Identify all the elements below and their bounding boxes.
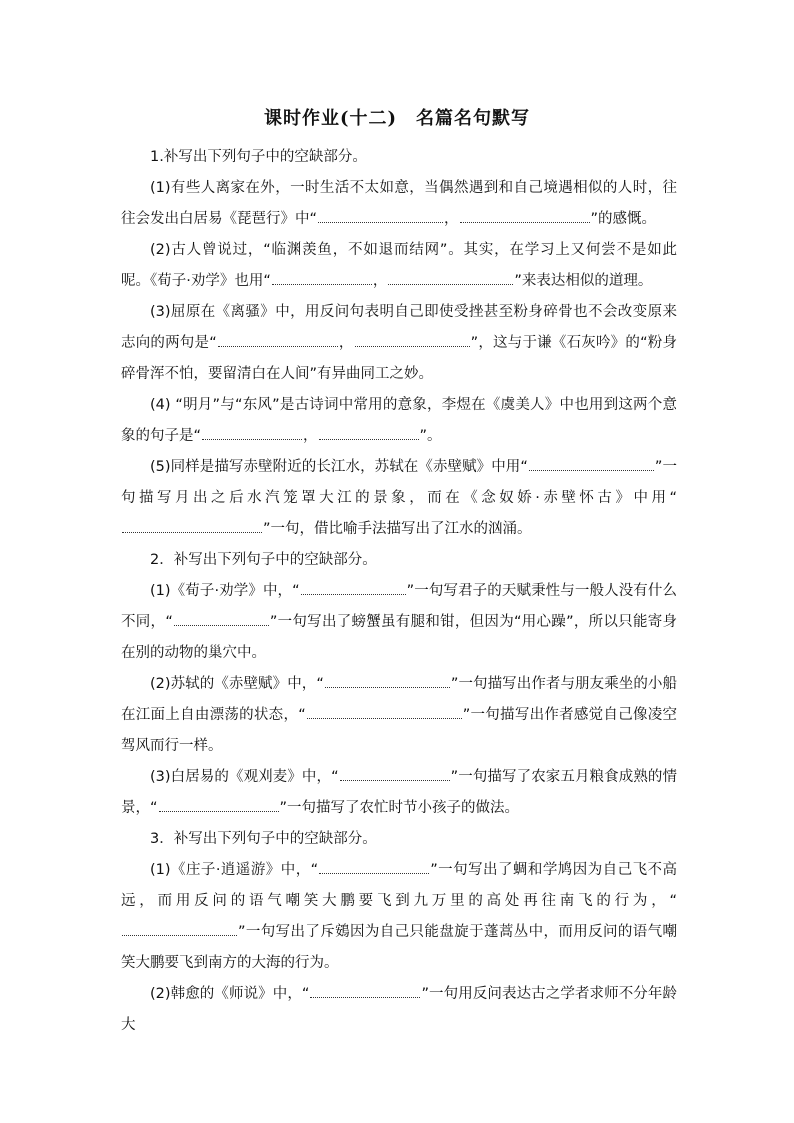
question-2-item-2: (2)苏轼的《赤壁赋》中，“ ”一句描写出作者与朋友乘坐的小船在江面上自由漂荡的状态，“ ”一句描写出作者感觉自己像凌空驾风而行一样。 xyxy=(121,676,677,754)
question-3-item-2: (2)韩愈的《师说》中，“ ”一句用反问表达古之学者求师不分年龄大 xyxy=(121,986,677,1033)
question-1-item-2: (2)古人曾说过，“临渊羡鱼，不如退而结网”。其实，在学习上又何尝不是如此呢。《荀子·劝学》也用“ ， ”来表达相似的道理。 xyxy=(121,242,677,289)
answer-blank[interactable] xyxy=(122,520,262,533)
question-2-item-1: (1)《荀子·劝学》中，“ ”一句写君子的天赋秉性与一般人没有什么不同，“ ”一句写出了螃蟹虽有腿和钳，但因为“用心躁”，所以只能寄身在别的动物的巢穴中。 xyxy=(121,583,677,661)
answer-blank[interactable] xyxy=(218,334,338,347)
answer-blank[interactable] xyxy=(355,334,470,347)
answer-blank[interactable] xyxy=(159,799,279,812)
answer-blank[interactable] xyxy=(529,458,654,471)
question-2-heading: 2．补写出下列句子中的空缺部分。 xyxy=(150,552,377,568)
answer-blank[interactable] xyxy=(325,675,450,688)
question-1-item-4: (4) “明月”与“东风”是古诗词中常用的意象，李煜在《虞美人》中也用到这两个意象的句子是“ ， ”。 xyxy=(121,397,677,444)
answer-blank[interactable] xyxy=(460,210,590,223)
answer-blank[interactable] xyxy=(202,427,302,440)
answer-blank[interactable] xyxy=(301,582,406,595)
answer-blank[interactable] xyxy=(310,985,420,998)
question-1-heading: 1.补写出下列句子中的空缺部分。 xyxy=(150,149,367,165)
question-1-item-5: (5)同样是描写赤壁附近的长江水，苏轼在《赤壁赋》中用“ ”一句描写月出之后水汽笼罩大江的景象，而在《念奴娇·赤壁怀古》中用“”一句，借比喻手法描写出了江水的汹涌。 xyxy=(121,459,677,537)
question-2-item-3: (3)白居易的《观刈麦》中，“ ”一句描写了农家五月粮食成熟的情景，“ ”一句描写了农忙时节小孩子的做法。 xyxy=(121,769,677,816)
answer-blank[interactable] xyxy=(319,427,419,440)
answer-blank[interactable] xyxy=(388,272,513,285)
document-body xyxy=(121,142,677,1041)
question-1-item-3: (3)屈原在《离骚》中，用反问句表明自己即使受挫甚至粉身碎骨也不会改变原来志向的两句是“ ， ”，这与于谦《石灰吟》的“粉身碎骨浑不怕，要留清白在人间”有异曲同工之妙。 xyxy=(121,304,677,382)
answer-blank[interactable] xyxy=(122,923,237,936)
answer-blank[interactable] xyxy=(340,768,450,781)
answer-blank[interactable] xyxy=(272,272,372,285)
question-3-item-1: (1)《庄子·逍遥游》中，“ ”一句写出了蜩和学鸠因为自己飞不高远，而用反问的语气嘲笑大鹏要飞到九万里的高处再往南飞的行为，“”一句写出了斥鴳因为自己只能盘旋于蓬蒿丛中，而用反问的语气嘲笑大鹏要飞到南方的大海的行为。 xyxy=(121,862,677,971)
page-title: 课时作业(十二) 名篇名句默写 xyxy=(263,108,531,129)
answer-blank[interactable] xyxy=(318,210,443,223)
answer-blank[interactable] xyxy=(307,706,462,719)
answer-blank[interactable] xyxy=(319,861,429,874)
question-1-item-1: (1)有些人离家在外，一时生活不太如意，当偶然遇到和自己境遇相似的人时，往往会发出白居易《琵琶行》中“ ， ”的感慨。 xyxy=(121,180,677,227)
answer-blank[interactable] xyxy=(174,613,269,626)
question-3-heading: 3．补写出下列句子中的空缺部分。 xyxy=(150,831,377,847)
